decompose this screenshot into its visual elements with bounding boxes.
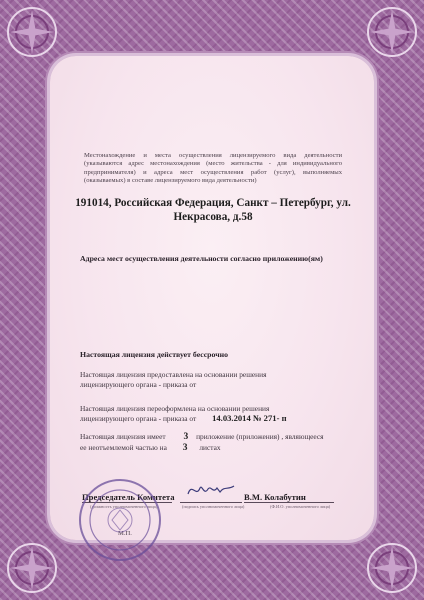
- sheets-count: 3: [182, 442, 188, 453]
- basis-line-2: лицензирующего органа - приказа от: [80, 379, 197, 389]
- reissue-block: [80, 404, 346, 424]
- corner-rosette-icon: [2, 2, 62, 62]
- reissue-line-1: Настоящая лицензия переоформлена на основании решения: [80, 404, 270, 413]
- appendix-line-1a: Настоящая лицензия имеет: [80, 432, 166, 441]
- corner-rosette-icon: [362, 538, 422, 598]
- location-intro: Местонахождение и места осуществления лицензируемого вида деятельности (указываются адрес местонахождения (место жительства - для индивидуального предпринимателя) и адреса мест осуществления работ (услуг), выполняемых (оказываемых) в составе лицензируемого вида деятельности): [84, 152, 342, 185]
- caption-position: (должность уполномоченного лица): [90, 504, 158, 509]
- appendix-line-2a: ее неотъемлемой частью на: [80, 442, 167, 452]
- caption-signature: (подпись уполномоченного лица): [182, 504, 245, 509]
- signatory-position: Председатель Комитета: [82, 492, 175, 502]
- signatory-name: В.М. Колабутин: [244, 492, 306, 502]
- corner-rosette-icon: [2, 538, 62, 598]
- name-underline: [244, 502, 334, 503]
- stamp-place-label: М.П.: [118, 530, 132, 537]
- reissue-line-2-row: [80, 414, 346, 424]
- caption-name: (Ф.И.О. уполномоченного лица): [270, 504, 331, 509]
- basis-line-1: Настоящая лицензия предоставлена на основании решения: [80, 370, 267, 379]
- appendix-line-2b: листах: [199, 442, 221, 452]
- appendix-block: [80, 432, 346, 454]
- appendix-row-2: [80, 443, 346, 454]
- corner-rosette-icon: [362, 2, 422, 62]
- signature-underline: [180, 502, 242, 503]
- handwritten-signature-icon: [186, 480, 236, 500]
- license-address: 191014, Российская Федерация, Санкт – Петербург, ул. Некрасова, д.58: [75, 197, 351, 223]
- appendix-count: 3: [183, 432, 189, 442]
- appendix-line-1b: приложение (приложения) , являющееся: [196, 432, 324, 441]
- validity-statement: Настоящая лицензия действует бессрочно: [80, 350, 228, 359]
- reissue-line-2: лицензирующего органа - приказа от: [80, 413, 197, 423]
- addresses-note: Адреса мест осуществления деятельности согласно приложению(ям): [80, 254, 323, 263]
- official-stamp-icon: [76, 476, 164, 564]
- basis-block: [80, 370, 346, 390]
- appendix-row-1: [80, 432, 346, 443]
- reissue-order-value: 14.03.2014 № 271- п: [212, 412, 287, 423]
